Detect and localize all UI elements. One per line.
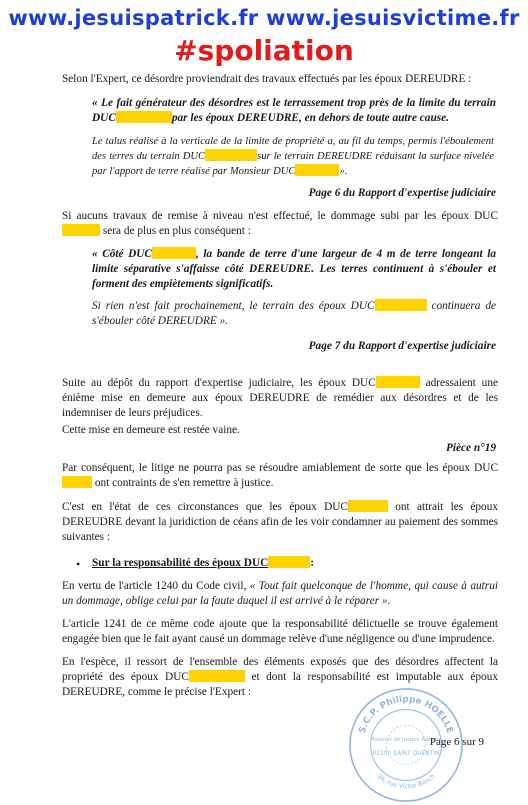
reference-piece-19: Pièce n°19	[445, 442, 496, 454]
paragraph-article-1240: En vertu de l'article 1240 du Code civil, « Tout fait quelconque de l'homme, qui cause à autrui un dommage, oblige celui par la faute duquel il est arrivé à le réparer ».	[62, 580, 498, 607]
paragraph-mise-en-demeure: Suite au dépôt du rapport d'expertise judiciaire, les époux DUC adressaient une énième mise en demeure aux époux DEREUDRE de remédier aux désordres et de les indemniser de leurs préjudices.	[62, 377, 498, 419]
reference-page-7: Page 7 du Rapport d'expertise judiciaire	[308, 340, 496, 352]
redaction	[116, 111, 172, 123]
paragraph-expert: Selon l'Expert, ce désordre proviendrait des travaux effectués par les époux DEREUDRE :	[62, 73, 472, 85]
paragraph-vaine: Cette mise en demeure est restée vaine.	[62, 424, 240, 436]
redaction	[348, 500, 388, 512]
stamp-line-3: 34, rue Victor Basch	[375, 772, 437, 791]
paragraph-article-1241: L'article 1241 de ce même code ajoute que la responsabilité délictuelle se trouve également engagée bien que le fait ayant causé un dommage relève d'une négligence ou d'une imprudence.	[62, 618, 498, 645]
redaction	[189, 670, 245, 682]
paragraph-litige: Par conséquent, le litige ne pourra pas se résoudre amiablement de sorte que les époux DUC ont contraints de s'en remettre à justice.	[62, 462, 498, 489]
quote-cote: « Côté DUC , la bande de terre d'une largeur de 4 m de terre longeant la limite séparative s'affaisse côté DEREUDRE. Les terres continuent à s'ébouler et forment des empiètements significatifs.	[92, 248, 496, 290]
reference-page-6: Page 6 du Rapport d'expertise judiciaire	[308, 187, 496, 199]
section-heading-responsabilite: Sur la responsabilité des époux DUC :	[92, 557, 315, 569]
redaction	[62, 224, 100, 236]
bullet-icon: •	[76, 557, 81, 571]
paragraph-circonstances: C'est en l'état de ces circonstances que les époux DUC ont attrait les époux DEREUDRE devant la juridiction de céans afin de les voir condamner au paiement des sommes suivantes :	[62, 501, 499, 543]
redaction	[376, 376, 420, 388]
page-number: Page 6 sur 9	[429, 736, 484, 748]
svg-text:34, rue Victor Basch	[375, 772, 436, 790]
stamp-line-1: S.C.P. Philippe HOELLE	[357, 694, 455, 735]
paragraph-damage: Si aucuns travaux de remise à niveau n'est effectué, le dommage subi par les époux DUC sera de plus en plus conséquent :	[62, 210, 498, 237]
paragraph-espece: En l'espèce, il ressort de l'ensemble des éléments exposés que des désordres affectent la propriété des époux DUC et dont la responsabilité est imputable aux époux DEREUDRE, comme le précise l'Expert :	[62, 656, 498, 698]
redaction	[375, 299, 427, 311]
redaction	[152, 247, 196, 259]
stamp-line-4: 02100 SAINT QUENTIN	[372, 750, 440, 757]
redaction	[268, 556, 310, 568]
hashtag-header: #spoliation	[174, 34, 354, 67]
quote-eboulement: Si rien n'est fait prochainement, le terrain des époux DUC continuera de s'ébouler côté DEREUDRE ».	[92, 300, 496, 327]
site-urls-header: www.jesuispatrick.fr www.jesuisvictime.fr	[8, 6, 520, 30]
quote-talus: Le talus réalisé à la verticale de la limite de propriété a, au fil du temps, permis l'éboulement des terres du terrain DUC sur le terrain DEREUDRE réduisant la surface nivelée par l'apport de terre réalisé par Monsieur DUC ».	[92, 136, 494, 177]
stamp-line-2: Huissier de Justice Associé	[370, 737, 442, 744]
quote-cause: « Le fait générateur des désordres est le terrassement trop près de la limite du terrain DUC par les époux DEREUDRE, en dehors de toute autre cause.	[92, 97, 496, 124]
redaction	[295, 164, 339, 176]
redaction	[205, 149, 257, 161]
redaction	[62, 476, 92, 488]
